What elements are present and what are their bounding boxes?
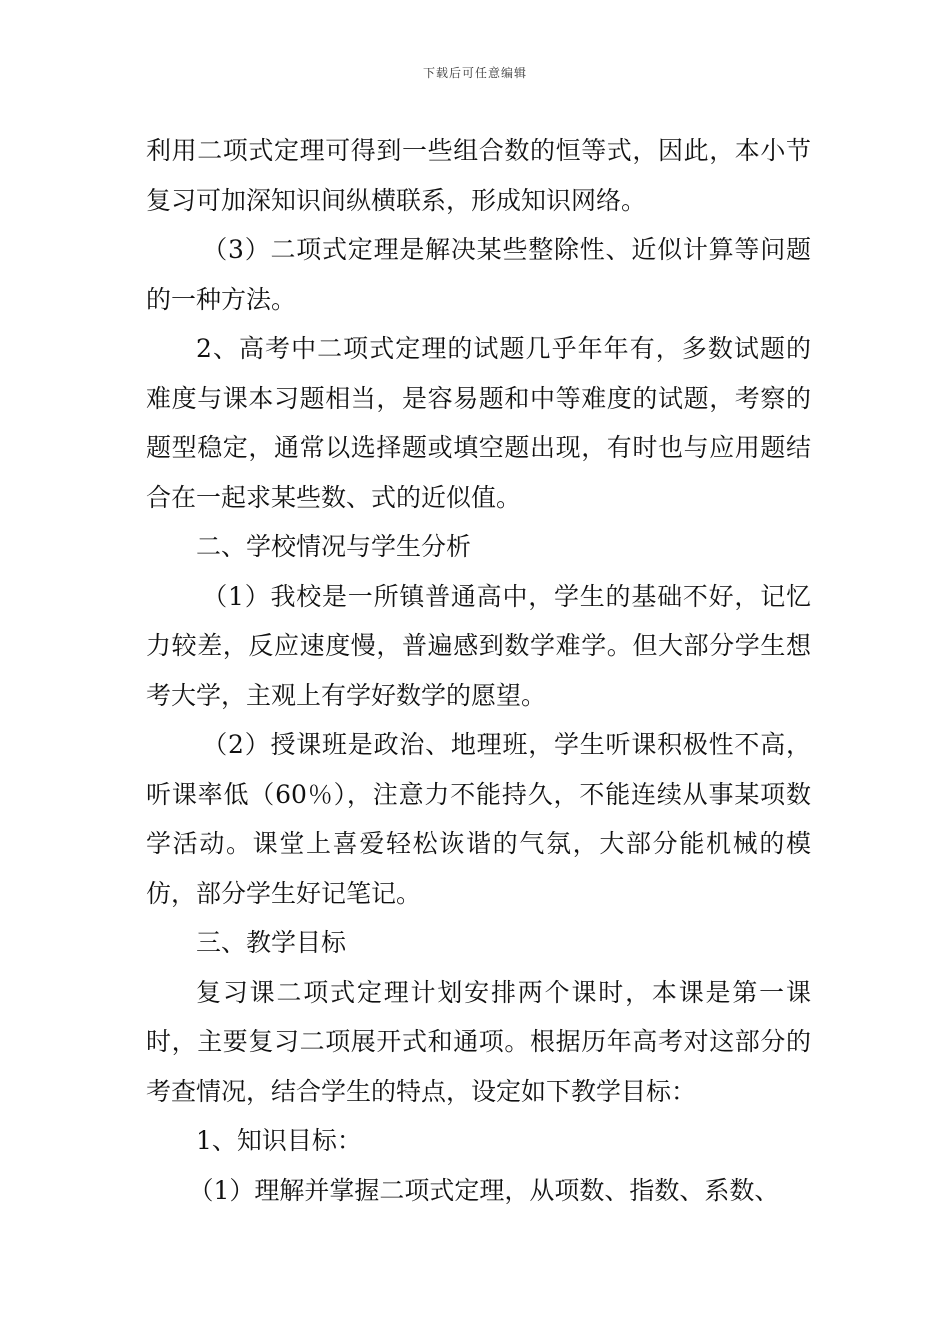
paragraph-knowledge-item-1: （1）理解并掌握二项式定理，从项数、指数、系数、 (188, 1175, 780, 1205)
paragraph-goals-intro: 复习课二项式定理计划安排两个课时，本课是第一课时，主要复习二项展开式和通项。根据历年高考对这部分的考查情况，结合学生的特点，设定如下教学目标： (146, 977, 811, 1106)
paragraph-point-2: 2、高考中二项式定理的试题几乎年年有，多数试题的难度与课本习题相当，是容易题和中等难度的试题，考察的题型稳定，通常以选择题或填空题出现，有时也与应用题结合在一起求某些数、式的近似值。 (146, 334, 811, 512)
paragraph-item-3: （3）二项式定理是解决某些整除性、近似计算等问题的一种方法。 (146, 235, 811, 314)
paragraph-student-item-1: （1）我校是一所镇普通高中，学生的基础不好，记忆力较差，反应速度慢，普遍感到数学难学。但大部分学生想考大学，主观上有学好数学的愿望。 (146, 581, 811, 710)
document-body (146, 126, 811, 1215)
paragraph-continuation: 利用二项式定理可得到一些组合数的恒等式，因此，本小节复习可加深知识间纵横联系，形成知识网络。 (146, 136, 811, 215)
section-heading-school-students: 二、学校情况与学生分析 (196, 532, 472, 561)
paragraph-student-item-2: （2）授课班是政治、地理班，学生听课积极性不高，听课率低（60％），注意力不能持久，不能连续从事某项数学活动。课堂上喜爱轻松诙谐的气氛，大部分能机械的模仿，部分学生好记笔记。 (146, 730, 811, 908)
page-header: 下载后可任意编辑 (422, 66, 527, 80)
section-heading-teaching-goals: 三、教学目标 (196, 928, 347, 957)
subheading-knowledge-goals: 1、知识目标： (196, 1126, 362, 1155)
